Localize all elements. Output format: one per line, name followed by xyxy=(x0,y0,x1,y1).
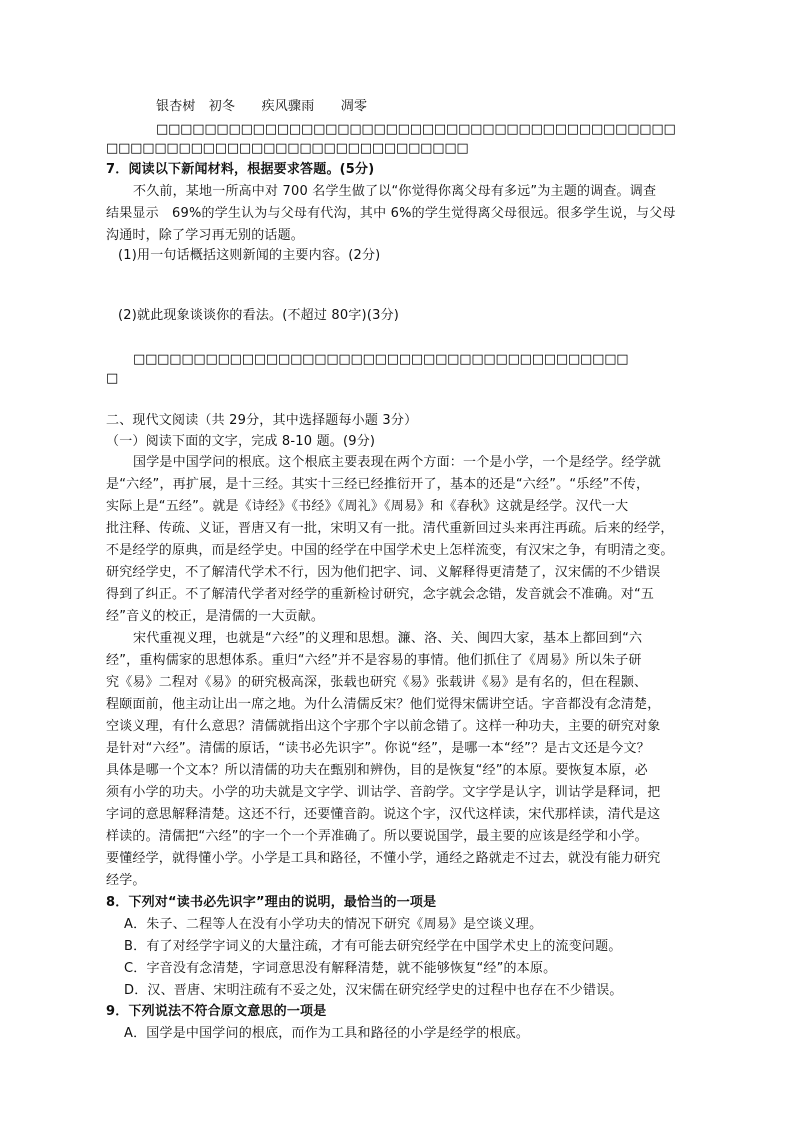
passage-line: 空谈义理，有什么意思？清儒就指出这个字那个字以前念错了。这样一种功夫，主要的研究对象 xyxy=(106,719,661,734)
question-8-option-a: A．朱子、二程等人在没有小学功夫的情况下研究《周易》是空谈义理。 xyxy=(124,917,543,932)
passage-line: 宋代重视义理，也就是“六经”的义理和思想。濂、洛、关、闽四大家，基本上都回到“六 xyxy=(133,631,643,646)
passage-line: 批注释、传疏、义证，晋唐又有一批，宋明又有一批。清代重新回过头来再注再疏。后来的经学， xyxy=(106,521,674,536)
passage-line: 是针对“六经”。清儒的原话，“读书必先识字”。你说“经”，是哪一本“经”？是古文还是今文？ xyxy=(106,741,650,756)
answer-box-row: □□□□□□□□□□□□□□□□□□□□□□□□□□□□□□□□□□□□□□□□□ xyxy=(133,352,629,367)
placeholder-box-row: □□□□□□□□□□□□□□□□□□□□□□□□□□□□□□□□□□□□□□□□□□□ xyxy=(156,122,676,137)
question-7-sub-2: (2)就此现象谈谈你的看法。(不超过 80字)(3分) xyxy=(118,308,400,323)
news-text-line: 不久前，某地一所高中对 700 名学生做了以“你觉得你离父母有多远”为主题的调查。调查 xyxy=(133,184,657,199)
question-7-title: 7．阅读以下新闻材料，根据要求答题。(5分) xyxy=(106,162,375,177)
passage-line: 研究经学史，不了解清代学术不行，因为他们把字、词、义解释得更清楚了，汉宋儒的不少错误 xyxy=(106,565,661,580)
question-8-option-c: C．字音没有念清楚，字词意思没有解释清楚，就不能够恢复“经”的本原。 xyxy=(124,961,557,976)
placeholder-box-row: □□□□□□□□□□□□□□□□□□□□□□□□□□□□□□ xyxy=(106,141,469,156)
question-8-stem: 8．下列对“读书必先识字”理由的说明，最恰当的一项是 xyxy=(106,895,437,910)
passage-line: 要懂经学，就得懂小学。小学是工具和路径，不懂小学，通经之路就走不过去，就没有能力研究 xyxy=(106,851,661,866)
question-9-stem: 9．下列说法不符合原文意思的一项是 xyxy=(106,1004,327,1019)
news-text-line: 结果显示 69%的学生认为与父母有代沟，其中 6%的学生觉得离父母很远。很多学生说，与父母 xyxy=(106,206,676,221)
passage-line: 经学。 xyxy=(106,873,146,888)
passage-line: 具体是哪一个文本？所以清儒的功夫在甄别和辨伪，目的是恢复“经”的本原。要恢复本原，必 xyxy=(106,763,648,778)
question-9-option-a: A．国学是中国学问的根底，而作为工具和路径的小学是经学的根底。 xyxy=(124,1026,530,1041)
word-list: 银杏树 初冬 疾风骤雨 凋零 xyxy=(156,99,368,114)
question-8-option-d: D．汉、晋唐、宋明注疏有不妥之处，汉宋儒在研究经学史的过程中也存在不少错误。 xyxy=(124,983,623,998)
passage-line: 经”音义的校正，是清儒的一大贡献。 xyxy=(106,609,325,624)
passage-line: 究《易》二程对《易》的研究极高深，张载也研究《易》张载讲《易》是有名的，但在程颢、 xyxy=(106,675,648,690)
answer-box-row: □ xyxy=(106,371,119,386)
passage-line: 不是经学的原典，而是经学史。中国的经学在中国学术史上怎样流变，有汉宋之争，有明清之变。 xyxy=(106,543,674,558)
passage-line: 得到了纠正。不了解清代学者对经学的重新检讨研究，念字就会念错，发音就会不准确。对“五 xyxy=(106,587,655,602)
news-text-line: 沟通时，除了学习再无别的话题。 xyxy=(106,228,305,243)
passage-line: 经”，重构儒家的思想体系。重归“六经”并不是容易的事情。他们抓住了《周易》所以朱子研 xyxy=(106,653,642,668)
question-8-option-b: B．有了对经学字词义的大量注疏，才有可能去研究经学在中国学术史上的流变问题。 xyxy=(124,939,622,954)
passage-line: 字词的意思解释清楚。这还不行，还要懂音韵。说这个字，汉代这样读，宋代那样读，清代是这 xyxy=(106,807,661,822)
passage-line: 须有小学的功夫。小学的功夫就是文字学、训诂学、音韵学。文字学是认字，训诂学是释词，把 xyxy=(106,785,661,800)
passage-line: 实际上是“五经”。就是《诗经》《书经》《周礼》《周易》和《春秋》这就是经学。汉代一大 xyxy=(106,499,629,514)
passage-line: 程颐面前，他主动让出一席之地。为什么清儒反宋？他们觉得宋儒讲空话。字音都没有念清楚， xyxy=(106,697,661,712)
passage-line: 国学是中国学问的根底。这个根底主要表现在两个方面：一个是小学，一个是经学。经学就 xyxy=(133,455,662,470)
passage-line: 样读的。清儒把“六经”的字一个一个弄准确了。所以要说国学，最主要的应该是经学和小学。 xyxy=(106,829,648,844)
section-2-subheading: （一）阅读下面的文字，完成 8-10 题。(9分) xyxy=(106,434,376,449)
passage-line: 是“六经”，再扩展，是十三经。其实十三经已经推衍开了，基本的还是“六经”。“乐经”不传， xyxy=(106,477,650,492)
question-7-sub-1: (1)用一句话概括这则新闻的主要内容。(2分) xyxy=(118,248,381,263)
section-2-heading: 二、现代文阅读（共 29分，其中选择题每小题 3分） xyxy=(106,413,418,428)
